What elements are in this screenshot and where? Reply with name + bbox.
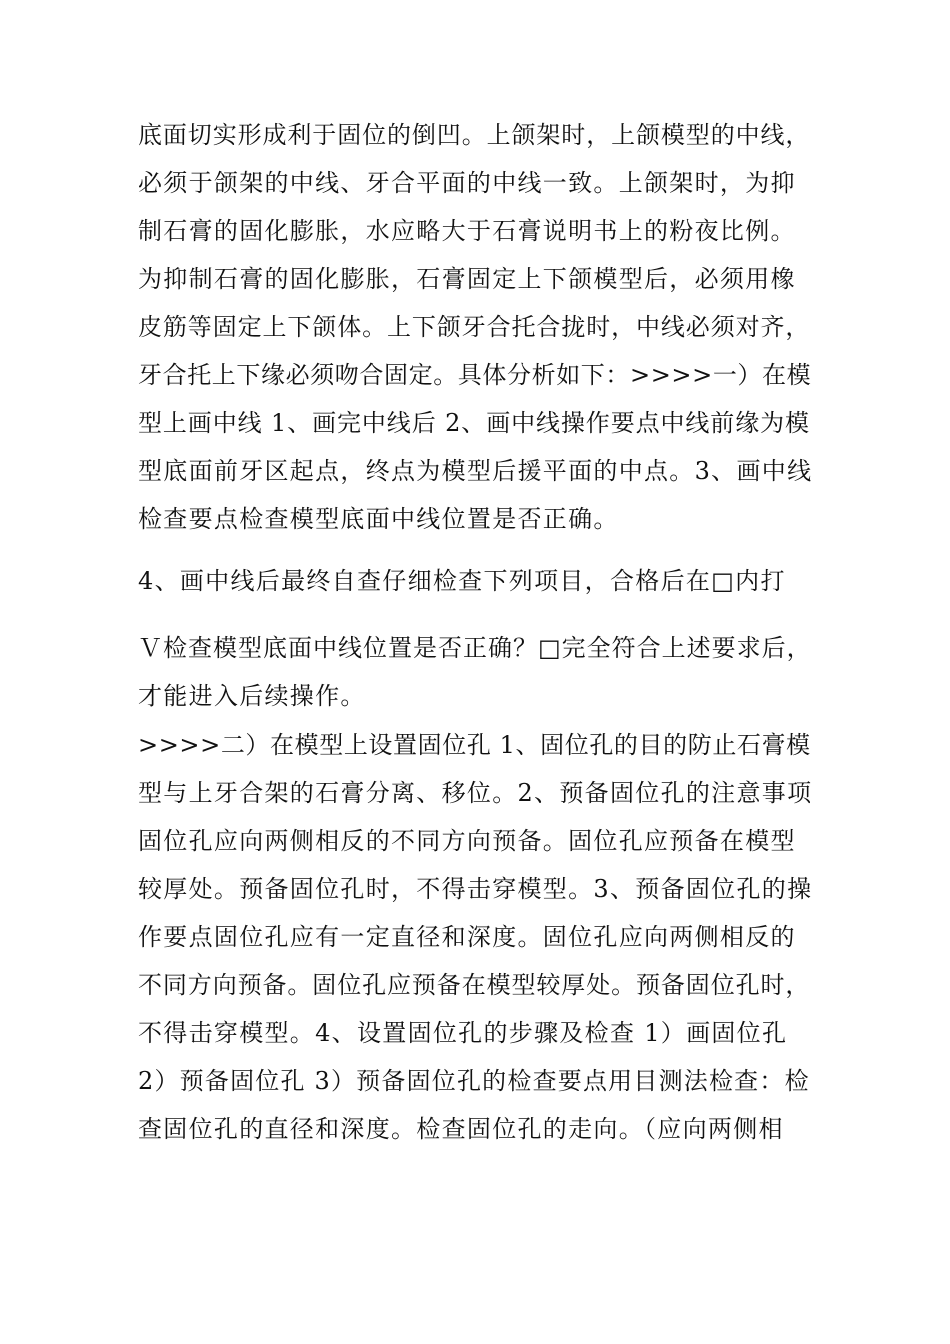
text-line: 不得击穿模型。4、设置固位孔的步骤及检查 1）画固位孔 [138,1019,788,1047]
text-line: 检查要点检查模型底面中线位置是否正确。 [138,505,619,533]
text-line: 2）预备固位孔 3）预备固位孔的检查要点用目测法检查：检 [138,1067,810,1095]
text-line: 固位孔应向两侧相反的不同方向预备。固位孔应预备在模型 [138,827,796,855]
text-line: 不同方向预备。固位孔应预备在模型较厚处。预备固位孔时， [138,971,811,999]
text-line: 底面切实形成利于固位的倒凹。上颌架时，上颌模型的中线， [138,121,811,149]
text-line: 型与上牙合架的石膏分离、移位。2、预备固位孔的注意事项 [138,779,813,807]
text-line: 制石膏的固化膨胀，水应略大于石膏说明书上的粉夜比例。 [138,217,796,245]
text-line: 牙合托上下缘必须吻合固定。具体分析如下：>>>>一）在模 [138,361,812,389]
text-line: 型底面前牙区起点，终点为模型后援平面的中点。3、画中线 [138,457,813,485]
text-line: 作要点固位孔应有一定直径和深度。固位孔应向两侧相反的 [138,923,796,951]
text-line: Ｖ检查模型底面中线位置是否正确？□完全符合上述要求后， [138,634,812,662]
text-line: 查固位孔的直径和深度。检查固位孔的走向。（应向两侧相 [138,1115,784,1143]
text-line: >>>>二）在模型上设置固位孔 1、固位孔的目的防止石膏模 [138,731,811,759]
text-line: 皮筋等固定上下颌体。上下颌牙合托合拢时，中线必须对齐， [138,313,811,341]
text-line: 4、画中线后最终自查仔细检查下列项目，合格后在□内打 [138,567,786,595]
text-line: 为抑制石膏的固化膨胀，石膏固定上下颌模型后，必须用橡 [138,265,796,293]
text-line: 才能进入后续操作。 [138,682,366,710]
text-line: 必须于颌架的中线、牙合平面的中线一致。上颌架时，为抑 [138,169,796,197]
text-line: 型上画中线 1、画完中线后 2、画中线操作要点中线前缘为模 [138,409,810,437]
text-line: 较厚处。预备固位孔时，不得击穿模型。3、预备固位孔的操 [138,875,813,903]
